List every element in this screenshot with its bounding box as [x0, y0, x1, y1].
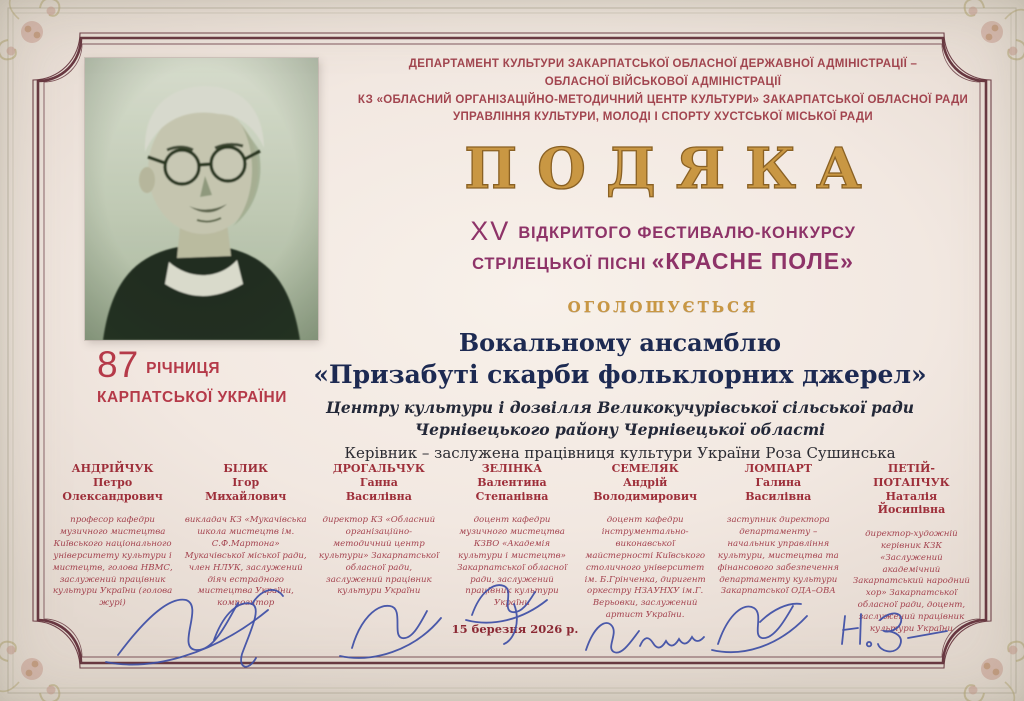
jury-column	[445, 462, 578, 636]
jury-given-name: Галина	[755, 475, 802, 489]
jury-given-name: Ігор	[232, 475, 260, 489]
jury-surname: АНДРІЙЧУК	[71, 462, 154, 475]
jury-patronymic: Володимирович	[593, 489, 698, 503]
jury-patronymic: Йосипівна	[877, 503, 946, 517]
certificate-title: ПОДЯКА	[464, 136, 882, 202]
jury-column	[312, 462, 445, 636]
jury-surname: ЛОМПАРТ	[744, 462, 812, 475]
organization-line2: Чернівецького району Чернівецької області	[414, 420, 825, 439]
jury-surname: СЕМЕЛЯК	[611, 462, 679, 475]
jury-patronymic: Василівна	[745, 489, 812, 503]
jury-column	[579, 462, 712, 636]
jury-given-name: Ганна	[359, 475, 398, 489]
anniversary-line2: КАРПАТСЬКОЇ УКРАЇНИ	[97, 389, 287, 406]
jury-patronymic: Олександрович	[62, 489, 163, 503]
leader-line: Керівник – заслужена працівниця культури України Роза Сушинська	[344, 444, 896, 462]
jury-row	[46, 462, 978, 636]
jury-surname: БІЛИК	[223, 462, 269, 475]
jury-surname: ДРОГАЛЬЧУК	[332, 462, 425, 475]
announce-label: ОГОЛОШУЄТЬСЯ	[567, 298, 759, 316]
jury-patronymic: Василівна	[345, 489, 412, 503]
issuer-header	[330, 56, 996, 127]
anniversary-word: РІЧНИЦЯ	[146, 360, 220, 377]
festival-subtitle-line2	[330, 248, 996, 275]
issuer-line: УПРАВЛІННЯ КУЛЬТУРИ, МОЛОДІ І СПОРТУ ХУСТСЬКОЇ МІСЬКОЇ РАДИ	[453, 111, 873, 124]
jury-given-name: Валентина	[477, 475, 547, 489]
jury-given-name: Наталія	[885, 489, 938, 503]
jury-member-title: викладач КЗ «Мукачівська школа мистецтв ім. С.Ф.Мартона» Мукачівської міської ради, член НЛУК, заслужений діяч естрадного мистецтва України, композитор	[184, 515, 307, 609]
issuer-line: ДЕПАРТАМЕНТ КУЛЬТУРИ ЗАКАРПАТСЬКОЇ ОБЛАСНОЇ ДЕРЖАВНОЇ АДМІНІСТРАЦІЇ –	[408, 58, 918, 70]
issuer-line: ОБЛАСНОЇ ВІЙСЬКОВОЇ АДМІНІСТРАЦІЇ	[544, 75, 782, 88]
jury-member-name	[51, 462, 174, 503]
jury-member-title: директор КЗ «Обласний організаційно-методичний центр культури» Закарпатської обласної ради, заслужений працівник культури України	[318, 515, 439, 597]
festival-line2-prefix: СТРІЛЕЦЬКОЇ ПІСНІ	[472, 255, 652, 273]
anniversary-note	[97, 344, 327, 407]
jury-member-name	[317, 462, 440, 503]
jury-member-title: доцент кафедри інструментально-виконавської майстерності Київського столичного університет ім. Б.Грінченка, диригент оркестру НЗАУНХУ ім.Г. Верьовки, заслужений артист України.	[584, 515, 706, 621]
jury-member-title: директор-художній керівник КЗК «Заслужений академічний Закарпатський народний хор» Закарпатської обласної ради, доцент, заслужений працівник культури України	[852, 529, 970, 634]
anniversary-number: 87	[97, 344, 139, 385]
jury-patronymic: Степанівна	[475, 489, 549, 503]
festival-name: «КРАСНЕ ПОЛЕ»	[651, 248, 854, 274]
jury-column	[845, 462, 978, 636]
festival-numeral: XV	[470, 216, 511, 246]
jury-member-name	[717, 462, 840, 503]
portrait-photo	[85, 58, 318, 340]
jury-column	[179, 462, 312, 636]
jury-member-title: доцент кафедри музичного мистецтва КЗВО «Академія культури і мистецтв» Закарпатської обласної ради, заслужений працівник культури України	[457, 515, 567, 609]
jury-column	[46, 462, 179, 636]
jury-member-name	[850, 462, 973, 517]
jury-member-name	[450, 462, 573, 503]
jury-patronymic: Михайлович	[205, 489, 287, 503]
organization-line1: Центру культури і дозвілля Великокучурівської сільської ради	[325, 398, 915, 417]
festival-line1-text: ВІДКРИТОГО ФЕСТИВАЛЮ-КОНКУРСУ	[518, 224, 856, 242]
recipient-line2: «Призабуті скарби фольклорних джерел»	[313, 360, 927, 389]
jury-member-name	[184, 462, 307, 503]
jury-surname: ПЕТІЙ-ПОТАПЧУК	[873, 462, 950, 489]
date-label: 15 березня 2026 р.	[451, 622, 579, 636]
jury-member-name	[584, 462, 707, 503]
jury-surname: ЗЕЛІНКА	[481, 462, 543, 475]
jury-member-title: заступник директора департаменту – начальник управління культури, мистецтва та фінансового забезпечення департаменту культури Закарпатської ОДА–ОВА	[717, 515, 839, 597]
jury-member-title: професор кафедри музичного мистецтва Київського національного університету культури і мистецтв, голова НВМС, заслужений працівник культури України (голова журі)	[52, 515, 173, 609]
festival-subtitle-line1	[330, 216, 996, 247]
recipient-line1: Вокальному ансамблю	[458, 328, 782, 357]
issuer-line: КЗ «ОБЛАСНИЙ ОРГАНІЗАЦІЙНО-МЕТОДИЧНИЙ ЦЕНТР КУЛЬТУРИ» ЗАКАРПАТСЬКОЇ ОБЛАСНОЇ РАДИ	[357, 93, 969, 106]
jury-given-name: Петро	[92, 475, 133, 489]
jury-given-name: Андрій	[622, 475, 668, 489]
jury-column	[712, 462, 845, 636]
